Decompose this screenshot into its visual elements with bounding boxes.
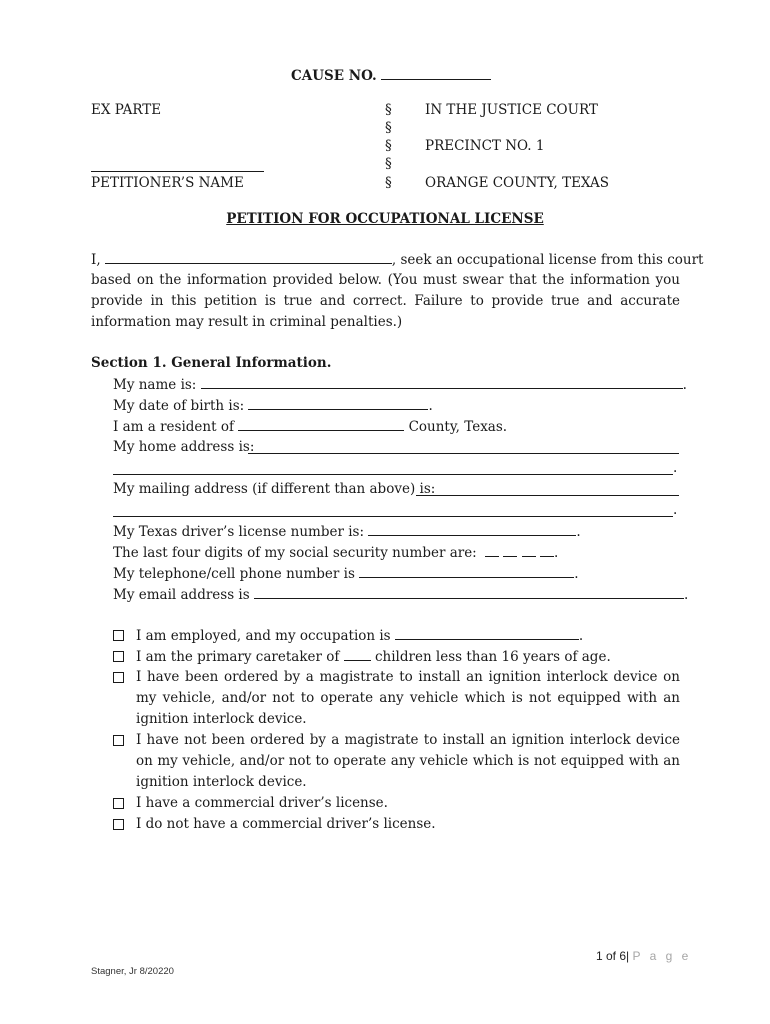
no-cdl-checkbox[interactable] xyxy=(113,819,124,830)
period: . xyxy=(683,587,689,603)
period: . xyxy=(673,502,678,518)
period: . xyxy=(553,545,559,561)
period: . xyxy=(576,524,581,540)
dob-row xyxy=(113,395,433,417)
employed-label: I am employed, and my occupation is xyxy=(136,628,391,644)
footer-note: Stagner, Jr 8/20220 xyxy=(91,966,174,977)
petitioner-intro-name-field[interactable] xyxy=(105,249,392,264)
intro-start: I, xyxy=(91,252,101,268)
checkbox-row-caretaker xyxy=(113,646,680,668)
checkbox-row-not-ordered xyxy=(113,730,680,793)
period: . xyxy=(578,628,584,644)
checkbox-row-ordered xyxy=(113,667,680,730)
checkbox-row-employed xyxy=(113,625,680,647)
period: . xyxy=(574,566,579,582)
home-address-field-2[interactable] xyxy=(113,474,673,475)
resident-label: I am a resident of xyxy=(113,419,234,435)
mailing-address-field-2[interactable] xyxy=(113,516,673,517)
dl-label: My Texas driver’s license number is: xyxy=(113,524,365,540)
period: . xyxy=(673,460,678,476)
caretaker-label: I am the primary caretaker of xyxy=(136,649,340,665)
cause-number-field[interactable] xyxy=(381,65,491,80)
phone-row xyxy=(113,563,578,585)
page-word: P a g e xyxy=(632,949,692,963)
resident-county-field[interactable] xyxy=(238,416,404,431)
period: . xyxy=(682,377,687,393)
mailing-address-row xyxy=(113,479,435,500)
has-cdl-label: I have a commercial driver’s license. xyxy=(136,795,388,811)
cause-number-line xyxy=(291,65,491,87)
ex-parte-label: EX PARTE xyxy=(91,102,162,118)
employed-checkbox[interactable] xyxy=(113,630,124,641)
phone-field[interactable] xyxy=(359,563,574,578)
email-row xyxy=(113,584,688,606)
period: . xyxy=(428,398,433,414)
no-cdl-label: I do not have a commercial driver’s license. xyxy=(136,816,436,832)
mailing-address-label: My mailing address (if different than above) is: xyxy=(113,481,436,497)
email-field[interactable] xyxy=(254,584,684,599)
dl-field[interactable] xyxy=(368,521,576,536)
email-label: My email address is xyxy=(113,587,250,603)
court-name: IN THE JUSTICE COURT xyxy=(425,102,598,118)
section-mark: § xyxy=(385,138,392,154)
ssn-digit-field[interactable] xyxy=(503,542,517,557)
home-address-row xyxy=(113,437,254,458)
ssn-label: The last four digits of my social security number are: xyxy=(113,545,477,561)
section-1-heading: Section 1. General Information. xyxy=(91,355,332,371)
precinct-label: PRECINCT NO. 1 xyxy=(425,138,545,154)
ssn-digit-field[interactable] xyxy=(522,542,536,557)
caretaker-checkbox[interactable] xyxy=(113,651,124,662)
county-label: ORANGE COUNTY, TEXAS xyxy=(425,175,610,191)
ssn-digit-field[interactable] xyxy=(540,542,554,557)
section-mark: § xyxy=(385,102,392,118)
dob-field[interactable] xyxy=(248,395,428,410)
dl-row xyxy=(113,521,581,543)
section-mark: § xyxy=(385,175,392,191)
occupation-field[interactable] xyxy=(395,625,579,640)
intro-first-line xyxy=(91,249,703,271)
petitioner-name-field[interactable] xyxy=(91,171,264,172)
checkbox-row-has-cdl xyxy=(113,793,680,814)
resident-row xyxy=(113,416,507,438)
page-number xyxy=(596,949,691,963)
ssn-digit-field[interactable] xyxy=(485,542,499,557)
home-address-label: My home address is: xyxy=(113,439,255,455)
intro-after-blank: , seek an occupational license from this court xyxy=(391,252,704,268)
phone-label: My telephone/cell phone number is xyxy=(113,566,355,582)
section-mark: § xyxy=(385,120,392,136)
section-mark: § xyxy=(385,156,392,172)
name-label: My name is: xyxy=(113,377,197,393)
home-address-field[interactable] xyxy=(248,453,679,454)
ordered-interlock-checkbox[interactable] xyxy=(113,672,124,683)
mailing-address-field[interactable] xyxy=(416,495,679,496)
has-cdl-checkbox[interactable] xyxy=(113,798,124,809)
children-count-field[interactable] xyxy=(344,646,371,661)
cause-number-label: CAUSE NO. xyxy=(291,68,377,84)
intro-paragraph: based on the information provided below. (You must swear that the information you provide in this petition is true and correct. Failure to provide true and accurate information may result in criminal penalties.) xyxy=(91,272,680,330)
caretaker-suffix: children less than 16 years of age. xyxy=(374,649,611,665)
dob-label: My date of birth is: xyxy=(113,398,245,414)
resident-suffix: County, Texas. xyxy=(408,419,508,435)
name-row xyxy=(113,374,687,396)
not-ordered-interlock-checkbox[interactable] xyxy=(113,735,124,746)
document-title: PETITION FOR OCCUPATIONAL LICENSE xyxy=(226,211,544,227)
page-separator: | xyxy=(626,949,630,963)
ordered-interlock-label: I have been ordered by a magistrate to install an ignition interlock device on my vehicle, and/or not to operate any vehicle which is not equipped with an ignition interlock device. xyxy=(136,669,680,727)
name-field[interactable] xyxy=(201,374,683,389)
petitioner-name-label: PETITIONER’S NAME xyxy=(91,175,244,191)
not-ordered-interlock-label: I have not been ordered by a magistrate to install an ignition interlock device on my vehicle, and/or not to operate any vehicle which is not equipped with an ignition interlock device. xyxy=(136,732,680,790)
page-count: 1 of 6 xyxy=(596,949,627,963)
ssn-row xyxy=(113,542,558,564)
checkbox-row-no-cdl xyxy=(113,814,680,835)
